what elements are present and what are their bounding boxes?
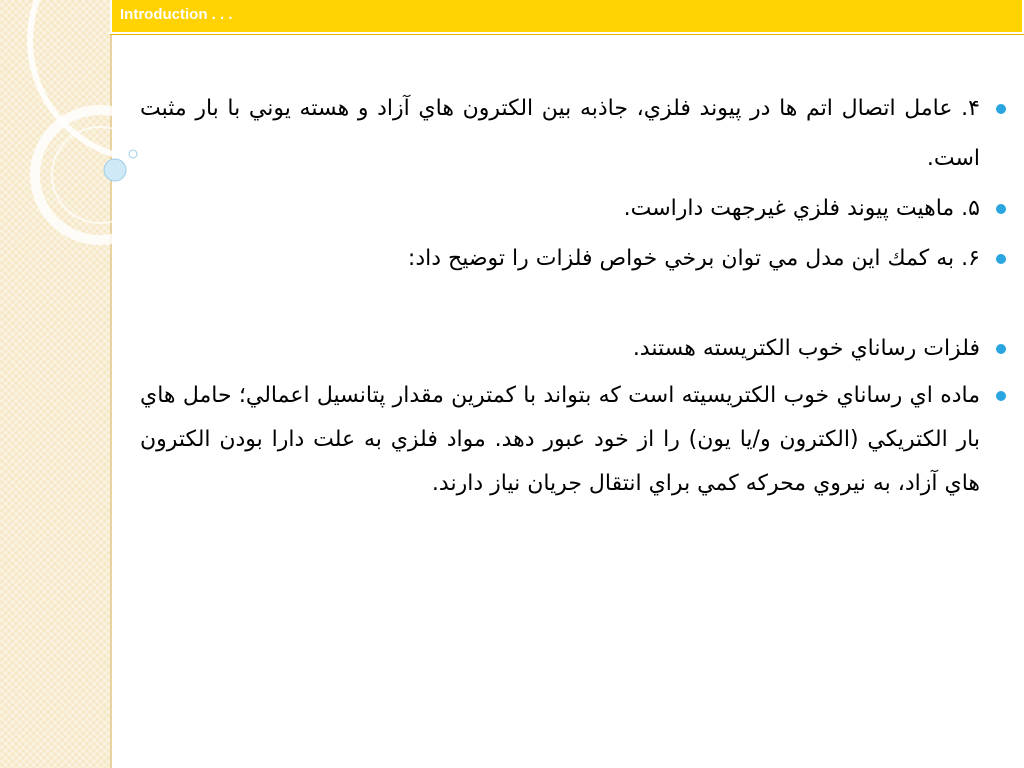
slide-title: Introduction . . . [120, 6, 233, 23]
bullet-dot-icon [996, 204, 1006, 214]
bullet-dot-icon [996, 344, 1006, 354]
bullet-text: ۶. به كمك اين مدل مي توان برخي خواص فلزات را توضيح داد: [407, 246, 980, 271]
bullet-item [140, 184, 1010, 234]
bullet-item [140, 324, 1010, 374]
bullet-item [140, 374, 1010, 506]
spacer [140, 284, 1010, 324]
slide-title-bar [110, 0, 1024, 34]
bullet-item [140, 84, 1010, 184]
bullet-text: ماده اي رساناي خوب الكتريسيته است كه بتواند با كمترين مقدار پتانسيل اعمالي؛ حامل هاي بار الكتريكي (الكترون و/يا يون) را از خود عبور دهد. مواد فلزي به علت دارا بودن الكترون هاي آزاد، به نيروي محركه كمي براي انتقال جريان نياز دارند. [140, 383, 980, 496]
left-decorative-panel [0, 0, 112, 768]
bullet-item [140, 234, 1010, 284]
bullet-dot-icon [996, 254, 1006, 264]
bullet-text: ۴. عامل اتصال اتم ها در پيوند فلزي، جاذبه بين الكترون هاي آزاد و هسته يوني با بار مثبت است. [140, 96, 980, 171]
bullet-dot-icon [996, 104, 1006, 114]
slide-content [140, 84, 1010, 744]
bullet-text: فلزات رساناي خوب الكتريسته هستند. [632, 336, 980, 361]
bullet-text: ۵. ماهيت پيوند فلزي غيرجهت داراست. [623, 196, 980, 221]
bullet-dot-icon [996, 391, 1006, 401]
